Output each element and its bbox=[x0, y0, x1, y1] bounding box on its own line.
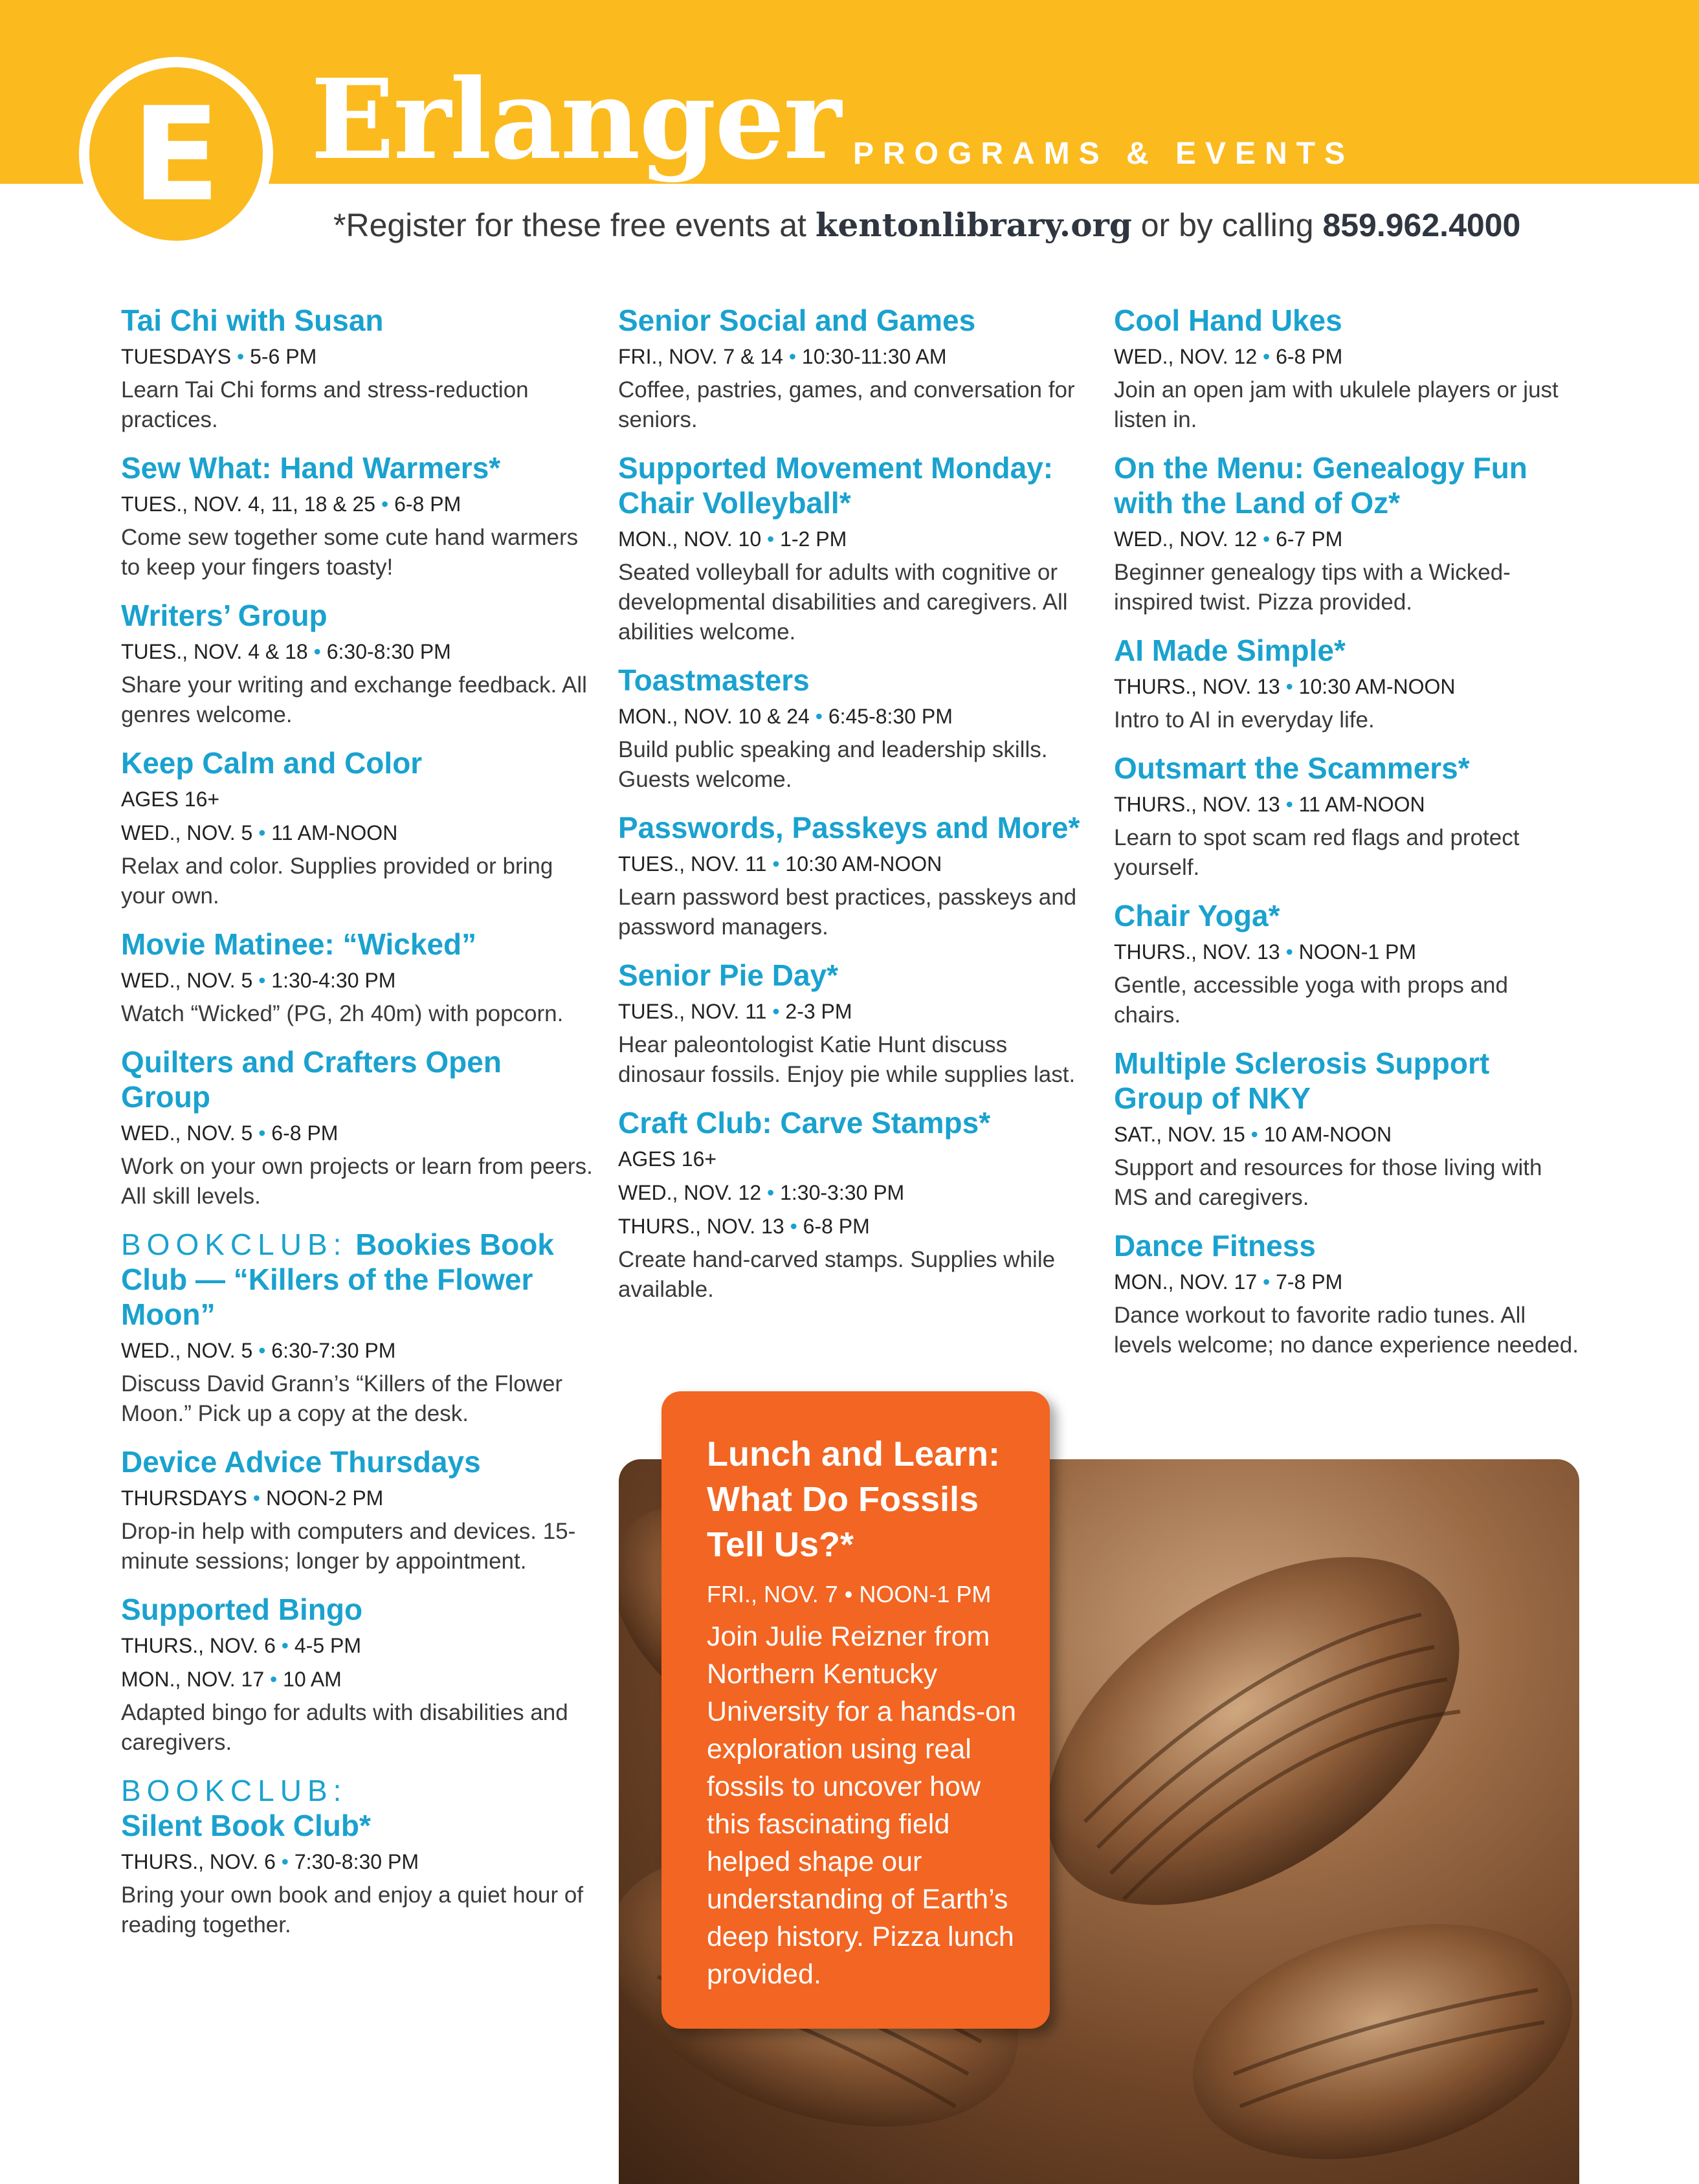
event-datetime bbox=[1114, 672, 1580, 701]
event-date: TUES., NOV. 11 bbox=[618, 852, 767, 876]
event-date: THURS., NOV. 6 bbox=[121, 1634, 276, 1657]
event-datetime bbox=[1114, 1120, 1580, 1149]
event-item bbox=[121, 1044, 594, 1211]
event-title-text: Cool Hand Ukes bbox=[1114, 303, 1342, 337]
bookclub-label: BOOKCLUB: bbox=[121, 1228, 348, 1261]
event-description: Learn password best practices, passkeys and password managers. bbox=[618, 885, 1077, 940]
event-date: WED., NOV. 5 bbox=[121, 969, 253, 992]
event-item bbox=[1114, 303, 1580, 435]
event-title bbox=[1114, 303, 1580, 338]
bullet-separator: • bbox=[231, 345, 250, 368]
event-time: 6:45-8:30 PM bbox=[828, 705, 953, 728]
bullet-separator: • bbox=[1280, 940, 1299, 964]
event-date: SAT., NOV. 15 bbox=[1114, 1123, 1245, 1146]
bullet-separator: • bbox=[1245, 1123, 1264, 1146]
event-datetime bbox=[121, 1847, 594, 1877]
bullet-separator: • bbox=[252, 1121, 272, 1145]
event-description: Relax and color. Supplies provided or bring your own. bbox=[121, 854, 553, 909]
event-title bbox=[121, 1444, 594, 1479]
event-date: TUES., NOV. 4, 11, 18 & 25 bbox=[121, 492, 376, 516]
event-description: Support and resources for those living with MS and caregivers. bbox=[1114, 1155, 1542, 1210]
event-datetime bbox=[618, 524, 1084, 554]
event-time: 11 AM-NOON bbox=[271, 821, 398, 844]
event-datetime bbox=[1114, 342, 1580, 371]
event-datetime bbox=[1114, 1267, 1580, 1297]
bullet-separator: • bbox=[766, 852, 786, 876]
event-date: AGES 16+ bbox=[121, 788, 220, 811]
bullet-separator: • bbox=[761, 1181, 781, 1204]
events-column-3 bbox=[1114, 303, 1580, 1376]
event-time: 6-8 PM bbox=[271, 1121, 339, 1145]
event-title-text: Passwords, Passkeys and More* bbox=[618, 811, 1080, 844]
event-title bbox=[121, 1227, 594, 1332]
event-time: 7-8 PM bbox=[1276, 1270, 1343, 1294]
callout-datetime: FRI., NOV. 7 • NOON-1 PM bbox=[707, 1581, 992, 1607]
bullet-separator: • bbox=[766, 1000, 786, 1023]
bullet-separator: • bbox=[809, 705, 828, 728]
event-date: THURS., NOV. 13 bbox=[618, 1215, 784, 1238]
event-title bbox=[1114, 633, 1580, 668]
event-datetime bbox=[1114, 789, 1580, 819]
event-title bbox=[121, 1773, 594, 1843]
event-title-text: Tai Chi with Susan bbox=[121, 303, 384, 337]
event-time: 1-2 PM bbox=[780, 527, 847, 551]
bullet-separator: • bbox=[784, 1215, 803, 1238]
event-datetime bbox=[121, 637, 594, 667]
event-title bbox=[1114, 450, 1580, 520]
brand-title: Erlanger bbox=[311, 55, 841, 184]
event-date: MON., NOV. 17 bbox=[1114, 1270, 1258, 1294]
event-item bbox=[121, 450, 594, 582]
event-datetime bbox=[1114, 524, 1580, 554]
event-title bbox=[1114, 1046, 1580, 1116]
event-item bbox=[618, 958, 1084, 1090]
bullet-separator: • bbox=[1280, 793, 1299, 816]
event-date: FRI., NOV. 7 & 14 bbox=[618, 345, 783, 368]
callout-title: Lunch and Learn: What Do Fossils Tell Us?* bbox=[707, 1435, 1001, 1564]
event-date: TUESDAYS bbox=[121, 345, 232, 368]
event-date: WED., NOV. 5 bbox=[121, 1121, 253, 1145]
bullet-separator: • bbox=[1280, 675, 1299, 698]
event-item bbox=[121, 1444, 594, 1576]
event-title-text: Toastmasters bbox=[618, 663, 810, 697]
event-date: TUES., NOV. 11 bbox=[618, 1000, 767, 1023]
event-date: THURS., NOV. 13 bbox=[1114, 793, 1280, 816]
event-title bbox=[121, 303, 594, 338]
event-title bbox=[618, 810, 1084, 845]
event-title-text: Bookies Book Club — “Killers of the Flower Moon” bbox=[121, 1228, 554, 1331]
tagline: PROGRAMS & EVENTS bbox=[853, 137, 1355, 171]
event-title bbox=[121, 450, 594, 485]
bullet-separator: • bbox=[247, 1486, 266, 1510]
bullet-separator: • bbox=[264, 1668, 283, 1691]
event-datetime bbox=[618, 997, 1084, 1026]
event-item bbox=[618, 1105, 1084, 1305]
event-description: Coffee, pastries, games, and conversation for seniors. bbox=[618, 377, 1075, 432]
event-title-text: Quilters and Crafters Open Group bbox=[121, 1045, 502, 1114]
event-title bbox=[618, 663, 1084, 698]
event-time: 6-8 PM bbox=[394, 492, 461, 516]
register-mid: or by calling bbox=[1131, 207, 1323, 243]
event-datetime bbox=[618, 1144, 1084, 1174]
event-item bbox=[1114, 1228, 1580, 1360]
event-title-text: Supported Movement Monday: Chair Volleyball* bbox=[618, 451, 1054, 520]
event-time: 7:30-8:30 PM bbox=[294, 1850, 419, 1873]
register-prefix: *Register for these free events at bbox=[333, 207, 816, 243]
bullet-separator: • bbox=[252, 821, 272, 844]
event-time: 5-6 PM bbox=[250, 345, 317, 368]
event-time: 6-8 PM bbox=[803, 1215, 870, 1238]
event-title bbox=[121, 745, 594, 780]
event-datetime bbox=[121, 818, 594, 848]
event-item bbox=[121, 1773, 594, 1940]
event-description: Build public speaking and leadership skills. Guests welcome. bbox=[618, 737, 1048, 792]
event-datetime bbox=[618, 849, 1084, 879]
event-title bbox=[1114, 1228, 1580, 1263]
event-time: 4-5 PM bbox=[294, 1634, 361, 1657]
event-datetime bbox=[618, 1211, 1084, 1241]
event-date: WED., NOV. 12 bbox=[618, 1181, 762, 1204]
event-date: WED., NOV. 12 bbox=[1114, 345, 1258, 368]
event-title-text: Keep Calm and Color bbox=[121, 746, 423, 780]
event-description: Hear paleontologist Katie Hunt discuss dinosaur fossils. Enjoy pie while supplies last. bbox=[618, 1032, 1076, 1087]
event-item bbox=[1114, 898, 1580, 1030]
event-title-text: Senior Social and Games bbox=[618, 303, 976, 337]
event-title-text: Silent Book Club* bbox=[121, 1809, 371, 1842]
event-date: MON., NOV. 17 bbox=[121, 1668, 265, 1691]
event-title-text: Chair Yoga* bbox=[1114, 899, 1280, 932]
event-title-text: Dance Fitness bbox=[1114, 1229, 1316, 1263]
event-description: Watch “Wicked” (PG, 2h 40m) with popcorn. bbox=[121, 1001, 564, 1026]
event-title-text: AI Made Simple* bbox=[1114, 634, 1346, 667]
event-description: Learn Tai Chi forms and stress-reduction practices. bbox=[121, 377, 529, 432]
event-item bbox=[618, 450, 1084, 647]
event-title bbox=[1114, 751, 1580, 786]
event-description: Drop-in help with computers and devices. 15-minute sessions; longer by appointment. bbox=[121, 1519, 576, 1574]
event-datetime bbox=[618, 1178, 1084, 1208]
event-title-text: Movie Matinee: “Wicked” bbox=[121, 927, 477, 961]
event-date: WED., NOV. 5 bbox=[121, 821, 253, 844]
event-time: 6-7 PM bbox=[1276, 527, 1343, 551]
bullet-separator: • bbox=[375, 492, 395, 516]
event-description: Create hand-carved stamps. Supplies while available. bbox=[618, 1247, 1056, 1302]
event-item bbox=[121, 598, 594, 730]
event-datetime bbox=[121, 1483, 594, 1513]
event-time: NOON-2 PM bbox=[265, 1486, 384, 1510]
event-datetime bbox=[121, 1664, 594, 1694]
event-date: WED., NOV. 12 bbox=[1114, 527, 1258, 551]
event-description: Discuss David Grann’s “Killers of the Flower Moon.” Pick up a copy at the desk. bbox=[121, 1371, 563, 1426]
event-title bbox=[121, 598, 594, 633]
event-time: 10 AM bbox=[283, 1668, 342, 1691]
event-title-text: Craft Club: Carve Stamps* bbox=[618, 1106, 991, 1140]
event-item bbox=[121, 927, 594, 1029]
event-time: 10:30 AM-NOON bbox=[785, 852, 942, 876]
bookclub-label: BOOKCLUB: bbox=[121, 1774, 348, 1807]
bullet-separator: • bbox=[761, 527, 781, 551]
event-time: NOON-1 PM bbox=[1298, 940, 1416, 964]
event-datetime bbox=[121, 1118, 594, 1148]
event-title bbox=[1114, 898, 1580, 933]
register-url[interactable]: kentonlibrary.org bbox=[815, 206, 1132, 244]
event-datetime bbox=[1114, 937, 1580, 967]
event-description: Seated volleyball for adults with cognitive or developmental disabilities and caregivers. All abilities welcome. bbox=[618, 560, 1068, 645]
event-title-text: Senior Pie Day* bbox=[618, 958, 839, 992]
register-phone[interactable]: 859.962.4000 bbox=[1322, 207, 1521, 243]
event-item bbox=[1114, 1046, 1580, 1213]
event-datetime bbox=[618, 342, 1084, 371]
event-item bbox=[1114, 450, 1580, 617]
event-description: Learn to spot scam red flags and protect yourself. bbox=[1114, 825, 1520, 880]
logo-badge bbox=[79, 57, 273, 251]
event-item bbox=[121, 1227, 594, 1429]
event-time: 6:30-7:30 PM bbox=[271, 1339, 396, 1362]
event-title-text: Supported Bingo bbox=[121, 1593, 363, 1626]
event-item bbox=[121, 303, 594, 435]
event-description: Come sew together some cute hand warmers to keep your fingers toasty! bbox=[121, 525, 579, 580]
event-time: 10:30 AM-NOON bbox=[1298, 675, 1456, 698]
event-title-text: Writers’ Group bbox=[121, 599, 328, 632]
bullet-separator: • bbox=[307, 640, 327, 663]
event-date: AGES 16+ bbox=[618, 1147, 717, 1171]
event-description: Work on your own projects or learn from peers. All skill levels. bbox=[121, 1154, 593, 1209]
event-title-text: Multiple Sclerosis Support Group of NKY bbox=[1114, 1046, 1490, 1115]
bullet-separator: • bbox=[252, 1339, 272, 1362]
event-datetime bbox=[121, 489, 594, 519]
event-title bbox=[618, 450, 1084, 520]
event-description: Share your writing and exchange feedback. All genres welcome. bbox=[121, 672, 587, 727]
bullet-separator: • bbox=[275, 1850, 294, 1873]
event-description: Join an open jam with ukulele players or just listen in. bbox=[1114, 377, 1559, 432]
event-time: 1:30-4:30 PM bbox=[271, 969, 396, 992]
event-time: 10:30-11:30 AM bbox=[801, 345, 947, 368]
event-date: MON., NOV. 10 bbox=[618, 527, 762, 551]
event-datetime bbox=[121, 1336, 594, 1365]
event-datetime bbox=[121, 784, 594, 814]
bullet-separator: • bbox=[252, 969, 272, 992]
event-item bbox=[618, 810, 1084, 942]
event-item bbox=[121, 745, 594, 911]
bullet-separator: • bbox=[783, 345, 802, 368]
event-description: Bring your own book and enjoy a quiet hour of reading together. bbox=[121, 1882, 584, 1937]
callout-description: Join Julie Reizner from Northern Kentucky University for a hands-on exploration using real fossils to uncover how this fascinating field helped shape our understanding of Earth’s deep history. Pizza lunch provided. bbox=[707, 1621, 1016, 1990]
event-time: 11 AM-NOON bbox=[1298, 793, 1425, 816]
event-time: 6-8 PM bbox=[1276, 345, 1343, 368]
event-date: MON., NOV. 10 & 24 bbox=[618, 705, 810, 728]
event-item bbox=[618, 663, 1084, 795]
event-title bbox=[618, 1105, 1084, 1140]
event-description: Beginner genealogy tips with a Wicked-inspired twist. Pizza provided. bbox=[1114, 560, 1511, 615]
event-item bbox=[1114, 751, 1580, 883]
event-date: THURS., NOV. 13 bbox=[1114, 675, 1280, 698]
event-datetime bbox=[121, 342, 594, 371]
event-time: 6:30-8:30 PM bbox=[326, 640, 451, 663]
events-column-1 bbox=[121, 303, 594, 1956]
event-title-text: Sew What: Hand Warmers* bbox=[121, 451, 501, 485]
event-date: WED., NOV. 5 bbox=[121, 1339, 253, 1362]
event-description: Gentle, accessible yoga with props and chairs. bbox=[1114, 973, 1508, 1028]
event-title bbox=[618, 958, 1084, 993]
event-title-text: On the Menu: Genealogy Fun with the Land of Oz* bbox=[1114, 451, 1527, 520]
bullet-separator: • bbox=[275, 1634, 294, 1657]
event-date: THURSDAYS bbox=[121, 1486, 247, 1510]
event-item bbox=[121, 1592, 594, 1758]
event-title bbox=[618, 303, 1084, 338]
event-title-text: Outsmart the Scammers* bbox=[1114, 751, 1470, 785]
event-datetime bbox=[121, 1631, 594, 1660]
bullet-separator: • bbox=[1257, 345, 1276, 368]
event-time: 10 AM-NOON bbox=[1263, 1123, 1392, 1146]
event-date: TUES., NOV. 4 & 18 bbox=[121, 640, 308, 663]
event-datetime bbox=[121, 965, 594, 995]
bullet-separator: • bbox=[1257, 527, 1276, 551]
logo-letter: E bbox=[131, 80, 221, 230]
event-description: Adapted bingo for adults with disabilities and caregivers. bbox=[121, 1700, 568, 1755]
event-time: 2-3 PM bbox=[785, 1000, 852, 1023]
event-item bbox=[1114, 633, 1580, 735]
bullet-separator: • bbox=[1257, 1270, 1276, 1294]
event-title bbox=[121, 1044, 594, 1114]
event-datetime bbox=[618, 701, 1084, 731]
register-line bbox=[333, 206, 1520, 244]
event-date: THURS., NOV. 13 bbox=[1114, 940, 1280, 964]
event-item bbox=[618, 303, 1084, 435]
event-title bbox=[121, 1592, 594, 1627]
event-title bbox=[121, 927, 594, 962]
event-date: THURS., NOV. 6 bbox=[121, 1850, 276, 1873]
lunch-and-learn-callout bbox=[661, 1391, 1050, 2029]
events-column-2 bbox=[618, 303, 1084, 1320]
event-description: Dance workout to favorite radio tunes. All levels welcome; no dance experience needed. bbox=[1114, 1303, 1579, 1358]
event-description: Intro to AI in everyday life. bbox=[1114, 707, 1375, 733]
event-time: 1:30-3:30 PM bbox=[780, 1181, 905, 1204]
event-title-text: Device Advice Thursdays bbox=[121, 1445, 481, 1479]
